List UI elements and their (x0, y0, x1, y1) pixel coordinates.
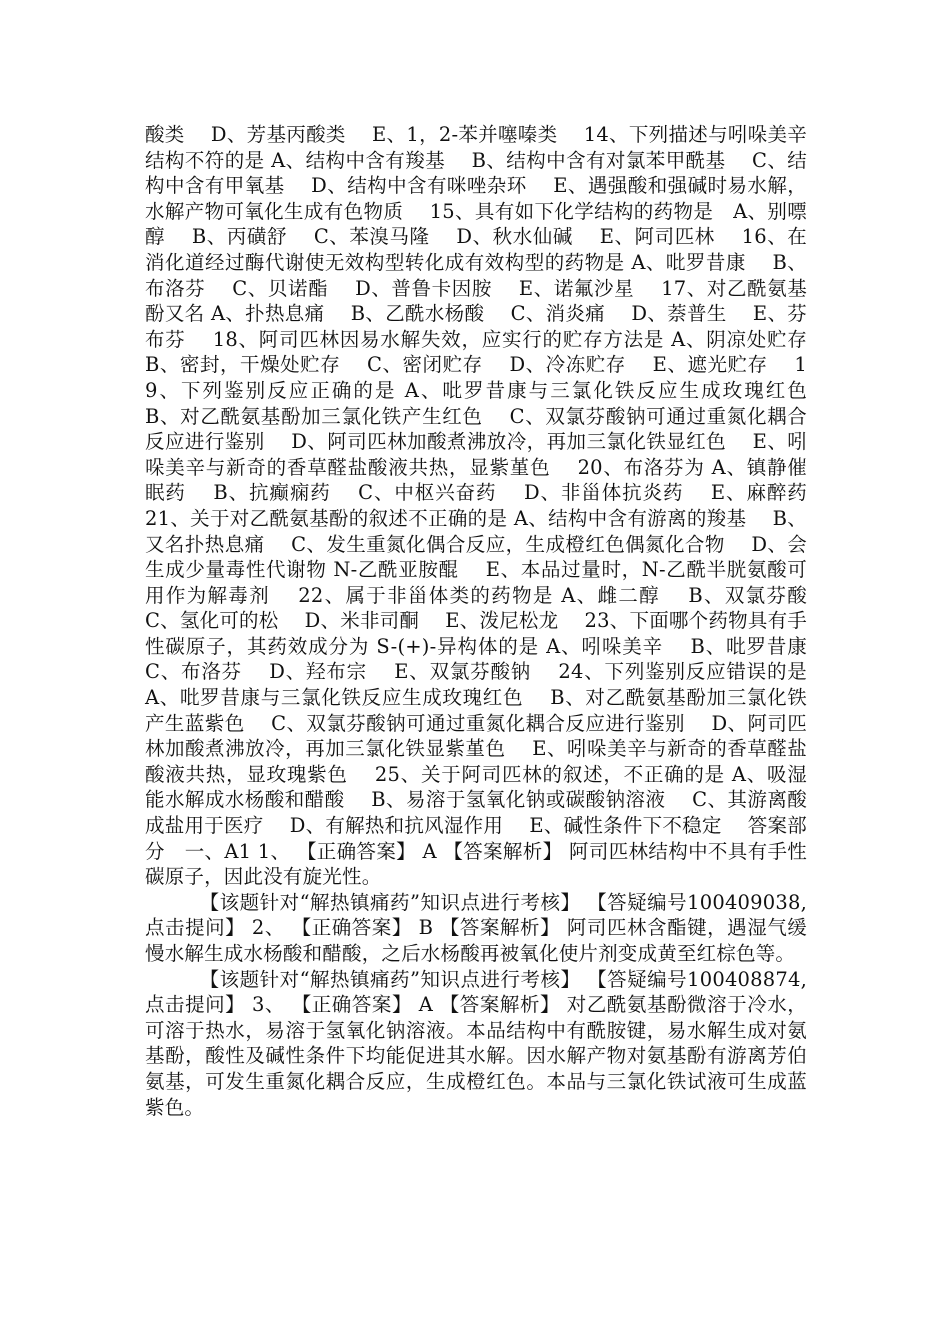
document-body (145, 122, 834, 1120)
answer-paragraph-2: 【该题针对“解热镇痛药”知识点进行考核】 【答疑编号100409038,点击提问】 2、 【正确答案】 B 【答案解析】 阿司匹林含酯键，遇湿气缓慢水解生成水杨酸和醋酸，之后水杨酸再被氧化使片剂变成黄至红棕色等。 (145, 890, 807, 965)
answer-paragraph-3: 【该题针对“解热镇痛药”知识点进行考核】 【答疑编号100408874,点击提问】 3、 【正确答案】 A 【答案解析】 对乙酰氨基酚微溶于冷水，可溶于热水，易溶于氢氧化钠溶液。本品结构中有酰胺键，易水解生成对氨基酚，酸性及碱性条件下均能促进其水解。因水解产物对氨基酚有游离芳伯氨基，可发生重氮化耦合反应，生成橙红色。本品与三氯化铁试液可生成蓝紫色。 (145, 967, 807, 1119)
question-paragraph: 酸类 D、芳基丙酸类 E、1，2-苯并噻嗪类 14、下列描述与吲哚美辛结构不符的是 A、结构中含有羧基 B、结构中含有对氯苯甲酰基 C、结构中含有甲氧基 D、结构中含有咪唑杂环 E、遇强酸和强碱时易水解，水解产物可氧化生成有色物质 15、具有如下化学结构的药物是 A、别嘌醇 B、丙磺舒 C、苯溴马隆 D、秋水仙碱 E、阿司匹林 16、在消化道经过酶代谢使无效构型转化成有效构型的药物是 A、吡罗昔康 B、布洛芬 C、贝诺酯 D、普鲁卡因胺 E、诺氟沙星 17、对乙酰氨基酚又名 A、扑热息痛 B、乙酰水杨酸 C、消炎痛 D、萘普生 E、芬布芬 18、阿司匹林因易水解失效，应实行的贮存方法是 A、阴凉处贮存 B、密封，干燥处贮存 C、密闭贮存 D、冷冻贮存 E、遮光贮存 19、下列鉴别反应正确的是 A、吡罗昔康与三氯化铁反应生成玫瑰红色 B、对乙酰氨基酚加三氯化铁产生红色 C、双氯芬酸钠可通过重氮化耦合反应进行鉴别 D、阿司匹林加酸煮沸放冷，再加三氯化铁显红色 E、吲哚美辛与新奇的香草醛盐酸液共热，显紫堇色 20、布洛芬为 A、镇静催眠药 B、抗癫痫药 C、中枢兴奋药 D、非甾体抗炎药 E、麻醉药 21、关于对乙酰氨基酚的叙述不正确的是 A、结构中含有游离的羧基 B、又名扑热息痛 C、发生重氮化偶合反应，生成橙红色偶氮化合物 D、会生成少量毒性代谢物 N-乙酰亚胺醌 E、本品过量时，N-乙酰半胱氨酸可用作为解毒剂 22、属于非甾体类的药物是 A、雌二醇 B、双氯芬酸 C、氢化可的松 D、米非司酮 E、泼尼松龙 23、下面哪个药物具有手性碳原子，其药效成分为 S-(+)-异构体的是 A、吲哚美辛 B、吡罗昔康 C、布洛芬 D、羟布宗 E、双氯芬酸钠 24、下列鉴别反应错误的是 A、吡罗昔康与三氯化铁反应生成玫瑰红色 B、对乙酰氨基酚加三氯化铁产生蓝紫色 C、双氯芬酸钠可通过重氮化耦合反应进行鉴别 D、阿司匹林加酸煮沸放冷，再加三氯化铁显紫堇色 E、吲哚美辛与新奇的香草醛盐酸液共热，显玫瑰紫色 25、关于阿司匹林的叙述，不正确的是 A、吸湿能水解成水杨酸和醋酸 B、易溶于氢氧化钠或碳酸钠溶液 C、其游离酸成盐用于医疗 D、有解热和抗风湿作用 E、碱性条件下不稳定 答案部分 一、A1 1、 【正确答案】 A 【答案解析】 阿司匹林结构中不具有手性碳原子，因此没有旋光性。 (145, 123, 834, 889)
